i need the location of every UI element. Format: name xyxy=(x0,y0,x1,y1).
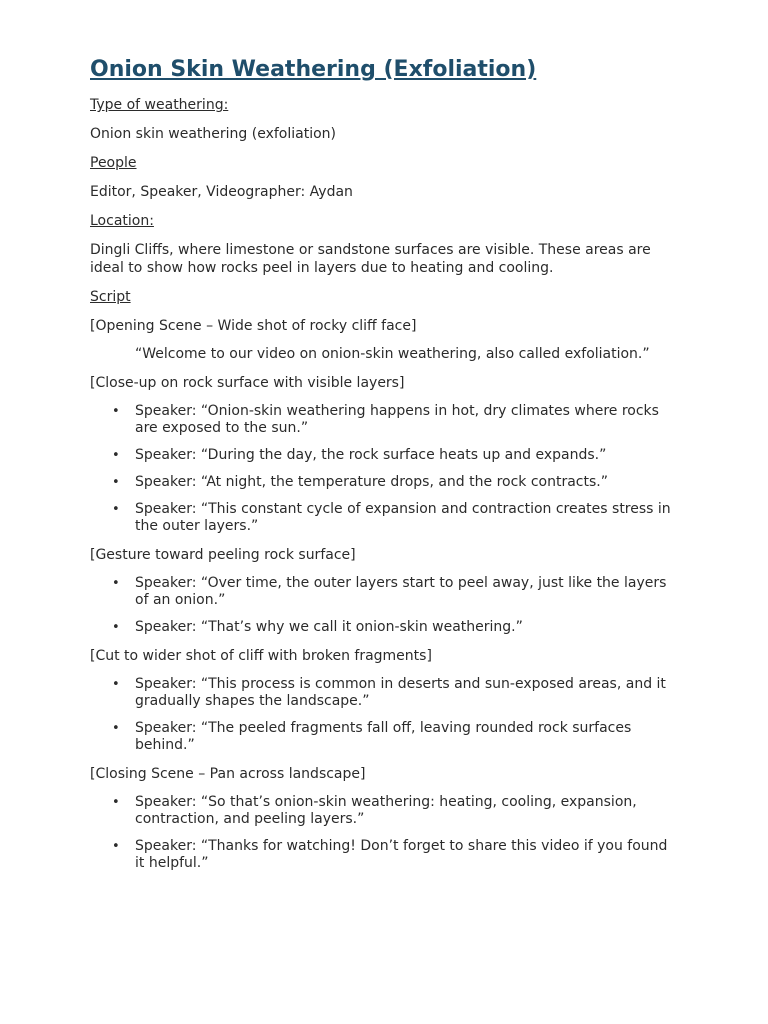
bullet-icon: • xyxy=(112,677,120,692)
location-heading: Location: xyxy=(90,213,154,229)
document-page xyxy=(90,55,680,883)
speaker-line: Speaker: “So that’s onion-skin weathering: heating, cooling, expansion, contraction, and peeling layers.” xyxy=(135,794,637,827)
list-item xyxy=(90,575,680,609)
bullet-icon: • xyxy=(112,404,120,419)
list-item xyxy=(90,447,680,464)
scene-direction-closeup: [Close-up on rock surface with visible layers] xyxy=(90,375,405,391)
speaker-line: Speaker: “Over time, the outer layers start to peel away, just like the layers of an onion.” xyxy=(135,575,667,608)
bullet-icon: • xyxy=(112,502,120,517)
speaker-line: Speaker: “The peeled fragments fall off, leaving rounded rock surfaces behind.” xyxy=(135,720,632,753)
list-item xyxy=(90,619,680,636)
speaker-line: Speaker: “Thanks for watching! Don’t forget to share this video if you found it helpful.” xyxy=(135,838,668,871)
scene-direction-closing: [Closing Scene – Pan across landscape] xyxy=(90,766,366,782)
people-value: Editor, Speaker, Videographer: Aydan xyxy=(90,184,353,200)
opening-quote: “Welcome to our video on onion-skin weathering, also called exfoliation.” xyxy=(135,346,650,362)
bullet-icon: • xyxy=(112,721,120,736)
bullet-icon: • xyxy=(112,475,120,490)
gesture-lines-list xyxy=(90,575,680,636)
list-item xyxy=(90,838,680,872)
bullet-icon: • xyxy=(112,576,120,591)
speaker-line: Speaker: “At night, the temperature drops, and the rock contracts.” xyxy=(135,474,608,490)
speaker-line: Speaker: “That’s why we call it onion-skin weathering.” xyxy=(135,619,523,635)
closing-lines-list xyxy=(90,794,680,872)
document-title: Onion Skin Weathering (Exfoliation) xyxy=(90,57,537,82)
list-item xyxy=(90,720,680,754)
scene-direction-cut: [Cut to wider shot of cliff with broken fragments] xyxy=(90,648,432,664)
bullet-icon: • xyxy=(112,839,120,854)
speaker-line: Speaker: “This process is common in deserts and sun-exposed areas, and it gradually shapes the landscape.” xyxy=(135,676,666,709)
script-heading: Script xyxy=(90,289,131,305)
list-item xyxy=(90,501,680,535)
list-item xyxy=(90,676,680,710)
cut-lines-list xyxy=(90,676,680,754)
location-value: Dingli Cliffs, where limestone or sandstone surfaces are visible. These areas are ideal to show how rocks peel in layers due to heating and cooling. xyxy=(90,242,651,276)
type-heading: Type of weathering: xyxy=(90,97,229,113)
scene-direction-opening: [Opening Scene – Wide shot of rocky cliff face] xyxy=(90,318,417,334)
type-value: Onion skin weathering (exfoliation) xyxy=(90,126,337,142)
list-item xyxy=(90,474,680,491)
speaker-line: Speaker: “During the day, the rock surface heats up and expands.” xyxy=(135,447,607,463)
people-heading: People xyxy=(90,155,137,171)
speaker-line: Speaker: “Onion-skin weathering happens in hot, dry climates where rocks are exposed to the sun.” xyxy=(135,403,659,436)
scene-direction-gesture: [Gesture toward peeling rock surface] xyxy=(90,547,356,563)
list-item xyxy=(90,794,680,828)
speaker-line: Speaker: “This constant cycle of expansion and contraction creates stress in the outer layers.” xyxy=(135,501,671,534)
closeup-lines-list xyxy=(90,403,680,535)
bullet-icon: • xyxy=(112,620,120,635)
bullet-icon: • xyxy=(112,795,120,810)
list-item xyxy=(90,403,680,437)
bullet-icon: • xyxy=(112,448,120,463)
